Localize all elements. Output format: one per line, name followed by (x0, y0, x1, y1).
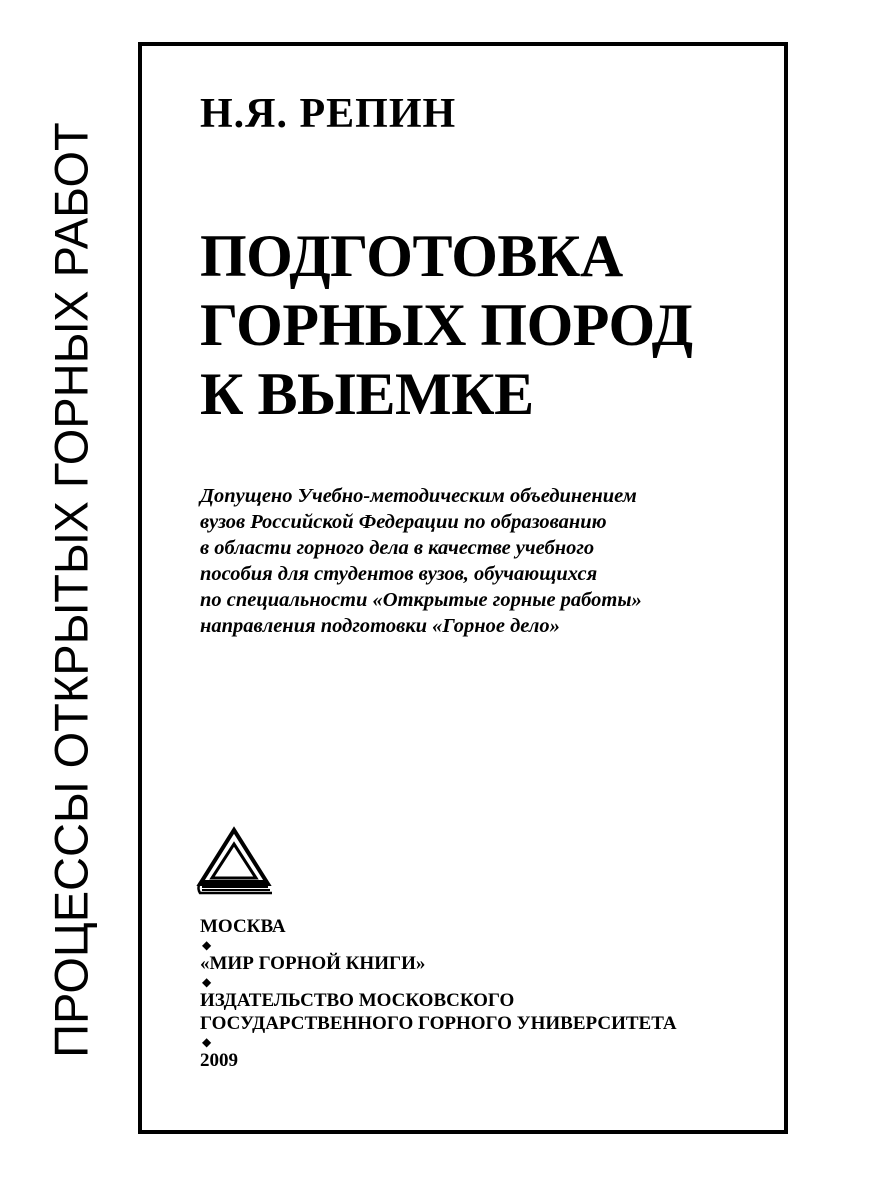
diamond-separator-icon: ◆ (202, 975, 212, 989)
approval-line: пособия для студентов вузов, обучающихся (200, 563, 598, 585)
book-title-line: ПОДГОТОВКА (200, 223, 623, 289)
approval-line: по специальности «Открытые горные работы» (200, 589, 642, 611)
imprint (200, 915, 677, 1072)
book-title-line: ГОРНЫХ ПОРОД (200, 292, 693, 358)
spine-series-title (18, 40, 128, 1140)
diamond-separator-icon: ◆ (202, 1035, 212, 1049)
publisher-triangle-book-icon (196, 826, 274, 896)
approval-line: направления подготовки «Горное дело» (200, 615, 560, 637)
approval-line: Допущено Учебно-методическим объединением (200, 485, 637, 507)
imprint-publisher: «МИР ГОРНОЙ КНИГИ» (200, 953, 426, 974)
book-title-line: К ВЫЕМКЕ (200, 361, 534, 427)
imprint-publisher-line: ГОСУДАРСТВЕННОГО ГОРНОГО УНИВЕРСИТЕТА (200, 1013, 677, 1034)
imprint-year: 2009 (200, 1050, 238, 1071)
diamond-separator-icon: ◆ (202, 938, 212, 952)
approval-line: вузов Российской Федерации по образованию (200, 511, 607, 533)
book-title (200, 222, 693, 429)
imprint-publisher-line: ИЗДАТЕЛЬСТВО МОСКОВСКОГО (200, 990, 515, 1011)
approval-line: в области горного дела в качестве учебного (200, 537, 595, 559)
author-name: Н.Я. РЕПИН (200, 91, 457, 137)
series-title: ПРОЦЕССЫ ОТКРЫТЫХ ГОРНЫХ РАБОТ (44, 122, 98, 1058)
imprint-city: МОСКВА (200, 916, 286, 937)
approval-statement (200, 483, 760, 639)
